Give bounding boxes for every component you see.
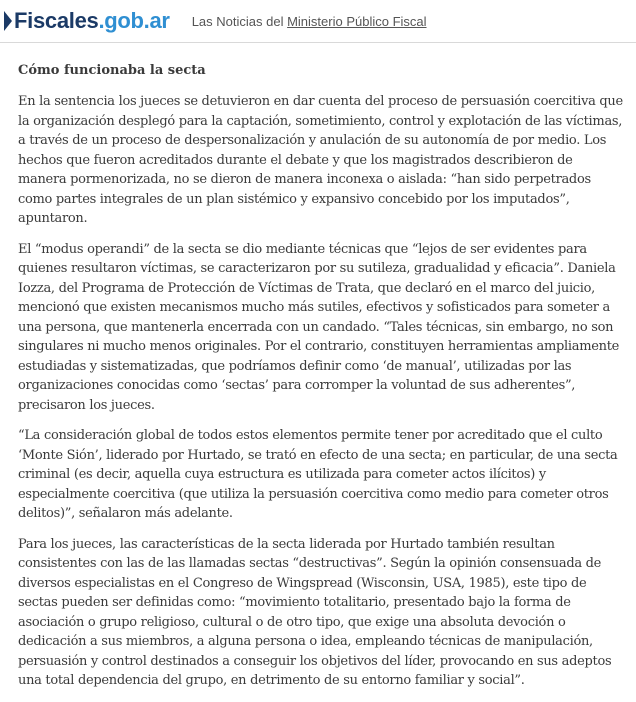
article-paragraph-2: El “modus operandi” de la secta se dio mediante técnicas que “lejos de ser evidentes para quienes resultaron víctimas, se caracterizaron por su sutileza, gradualidad y eficacia”. Daniela Iozza, del Programa de Protección de Víctimas de Trata, que declaró en el marco del juicio, mencionó que existen mecanismos mucho más sutiles, efectivos y sofisticados para someter a una persona, que mantenerla encerrada con un candado. “Tales técnicas, sin embargo, no son singulares ni mucho menos originales. Por el contrario, constituyen herramientas ampliamente estudiadas y sistematizadas, que podríamos definir como ‘de manual’, utilizadas por las organizaciones conocidas como ‘sectas’ para corromper la voluntad de sus adherentes”, precisaron los jueces. xyxy=(18,241,620,413)
article-body xyxy=(18,62,624,702)
site-header xyxy=(0,0,636,43)
article-paragraph-1: En la sentencia los jueces se detuvieron en dar cuenta del proceso de persuasión coercitiva que la organización desplegó para la captación, sometimiento, control y explotación de las víctimas, a través de un proceso de despersonalización y anulación de su autonomía de por medio. Los hechos que fueron acreditados durante el debate y que los magistrados describieron de manera pormenorizada, no se dieron de manera inconexa o aislada: “han sido perpetrados como partes integrales de un plan sistémico y expansivo concebido por los imputados”, apuntaron. xyxy=(18,94,623,226)
arrow-logo-icon xyxy=(2,10,12,32)
ministerio-link[interactable]: Ministerio Público Fiscal xyxy=(287,13,427,29)
logo-text-fiscales: Fiscales xyxy=(14,8,99,33)
article-paragraph-3: “La consideración global de todos estos elementos permite tener por acreditado que el culto ‘Monte Sión’, liderado por Hurtado, se trató en efecto de una secta; en particular, de una secta criminal (es decir, aquella cuya estructura es utilizada para cometer actos ilícitos) y especialmente coercitiva (que utiliza la persuasión coercitiva como medio para cometer otros delitos)”, señalaron más adelante. xyxy=(18,428,618,521)
site-tagline xyxy=(192,14,427,29)
article-paragraph-4: Para los jueces, las características de la secta liderada por Hurtado también resultan consistentes con las de las llamadas sectas “destructivas”. Según la opinión consensuada de diversos especialistas en el Congreso de Wingspread (Wisconsin, USA, 1985), este tipo de sectas pueden ser definidas como: “movimiento totalitario, presentado bajo la forma de asociación o grupo religioso, cultural o de otro tipo, que exige una absoluta devoción o dedicación a sus miembros, a alguna persona o idea, empleando técnicas de manipulación, persuasión y control destinados a conseguir los objetivos del líder, provocando en sus adeptos una total dependencia del grupo, en detrimento de su entorno familiar y social”. xyxy=(18,536,612,688)
site-logo[interactable] xyxy=(2,8,170,34)
tagline-prefix: Las Noticias del xyxy=(191,13,288,29)
section-title: Cómo funcionaba la secta xyxy=(18,63,206,78)
cropped-previous-line xyxy=(18,42,218,46)
logo-text-domain: .gob.ar xyxy=(98,8,170,33)
